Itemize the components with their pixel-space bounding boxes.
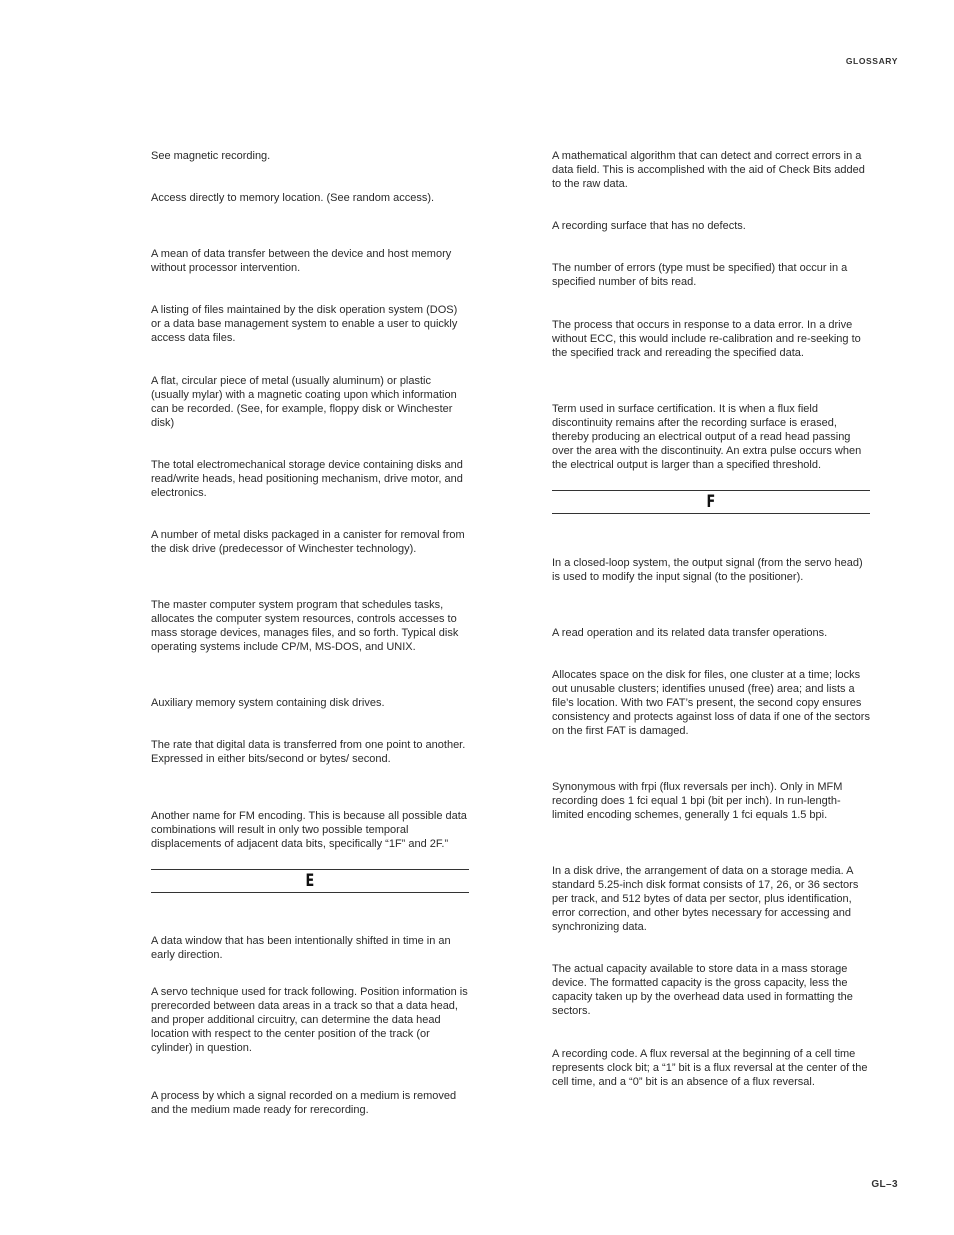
glossary-definition: Allocates space on the disk for files, one cluster at a time; locks out unusable clusters; identifies unused (free) area; and lists a file’s location. With two FAT’s present, the second copy ensures consistency and protects against loss of data if one of the sectors on the first FAT is damaged. [552,669,870,738]
glossary-definition: A recording code. A flux reversal at the beginning of a cell time represents clock bit; a “1” bit is a flux reversal at the center of the cell time, and a “0” bit is an absence of a flux reversal. [552,1048,868,1089]
glossary-definition: Synonymous with frpi (flux reversals per inch). Only in MFM recording does 1 fci equal 1 bpi (bit per inch). In run-length-limited encoding schemes, generally 1 fci equals 1.5 bpi. [552,781,843,822]
glossary-definition: In a disk drive, the arrangement of data on a storage media. A standard 5.25-inch disk format consists of 17, 26, or 36 sectors per track, and 512 bytes of data per sector, plus identification, error correction, and other bytes necessary for accessing and synchronizing data. [552,865,859,934]
page-number: GL–3 [871,1179,898,1190]
glossary-definition: Auxiliary memory system containing disk drives. [151,697,385,709]
glossary-definition: The number of errors (type must be specified) that occur in a specified number of bits read. [552,262,848,289]
glossary-definition: A data window that has been intentionally shifted in time in an early direction. [151,935,451,962]
section-divider-f [552,490,870,514]
section-letter: F [706,492,716,512]
glossary-definition: The process that occurs in response to a data error. In a drive without ECC, this would include re-calibration and re-seeking to the specified track and rereading the specified data. [552,319,861,360]
glossary-definition: See magnetic recording. [151,150,271,162]
glossary-definition: Another name for FM encoding. This is because all possible data combinations will result in only two possible temporal displacements of adjacent data bits, specifically “1F” and 2F.” [151,810,467,851]
glossary-definition: A mean of data transfer between the device and host memory without processor intervention. [151,248,452,275]
glossary-definition: A process by which a signal recorded on a medium is removed and the medium made ready for rerecording. [151,1090,457,1117]
glossary-definition: A flat, circular piece of metal (usually aluminum) or plastic (usually mylar) with a magnetic coating upon which information can be recorded. (See, for example, floppy disk or Winchester disk) [151,375,457,430]
glossary-definition: A listing of files maintained by the disk operation system (DOS) or a data base management system to enable a user to quickly access data files. [151,304,458,345]
section-letter: E [305,871,315,891]
running-head: GLOSSARY [845,56,898,66]
glossary-definition: The master computer system program that schedules tasks, allocates the computer system resources, controls accesses to mass storage devices, manages files, and so forth. Typical disk operating systems include CP/M, MS-DOS, and UNIX. [151,599,459,654]
glossary-definition: In a closed-loop system, the output signal (from the servo head) is used to modify the input signal (to the positioner). [552,557,863,584]
glossary-definition: A servo technique used for track following. Position information is prerecorded between data areas in a track so that a data head, and proper additional circuitry, can determine the data head location with respect to the center position of the track (or cylinder) in question. [151,986,468,1055]
glossary-definition: Access directly to memory location. (See random access). [151,192,435,204]
section-divider-e [151,869,469,893]
glossary-definition: The rate that digital data is transferred from one point to another. Expressed in either bits/second or bytes/ second. [151,739,466,766]
glossary-definition: A mathematical algorithm that can detect and correct errors in a data field. This is accomplished with the aid of Check Bits added to the raw data. [552,150,865,191]
glossary-definition: A read operation and its related data transfer operations. [552,627,828,639]
glossary-definition: Term used in surface certification. It is when a flux field discontinuity remains after the recording surface is erased, thereby producing an electrical output of a read head passing over the area with the discontinuity. An extra pulse occurs when the electrical output is larger than a specified threshold. [552,403,862,472]
glossary-definition: The total electromechanical storage device containing disks and read/write heads, head positioning mechanism, drive motor, and electronics. [151,459,463,500]
glossary-definition: A number of metal disks packaged in a canister for removal from the disk drive (predecessor of Winchester technology). [151,529,465,556]
glossary-definition: A recording surface that has no defects. [552,220,746,232]
glossary-definition: The actual capacity available to store data in a mass storage device. The formatted capacity is the gross capacity, less the capacity taken up by the overhead data used in formatting the sectors. [552,963,853,1018]
